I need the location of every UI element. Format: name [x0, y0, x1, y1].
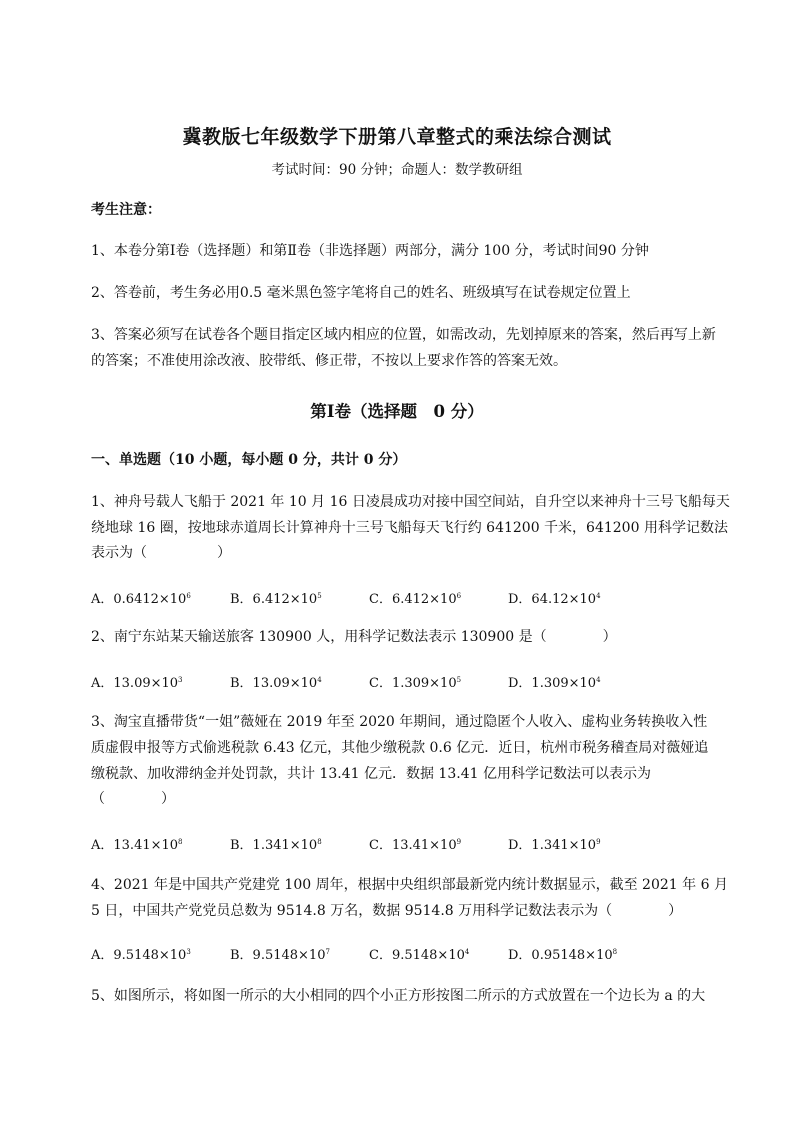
question-1-options [91, 588, 751, 608]
option-d[interactable]: D．$0.95148\times 10^8$ [508, 948, 618, 963]
question-2-text: 2、南宁东站某天输送旅客 130900 人，用科学记数法表示 130900 是（ ） [91, 629, 617, 645]
option-d[interactable]: D．$1.309\times 10^4$ [508, 676, 601, 691]
question-3-options [91, 834, 751, 854]
notice-heading: 考生注意： [91, 202, 161, 218]
option-a[interactable]: A．$0.6412\times 10^6$ [91, 592, 191, 607]
notice-item: 1、本卷分第Ⅰ卷（选择题）和第Ⅱ卷（非选择题）两部分，满分 100 分，考试时间90 分钟 [91, 243, 649, 259]
option-a[interactable]: A．$13.41\times 10^8$ [91, 838, 183, 853]
question-4-text: 5 日，中国共产党党员总数为 9514.8 万名，数据 9514.8 万用科学记数法表示为（ ） [91, 903, 683, 919]
option-a[interactable]: A．$13.09\times 10^3$ [91, 676, 183, 691]
question-3-text: 质虚假申报等方式偷逃税款 6.43 亿元，其他少缴税款 0.6 亿元．近日，杭州市税务稽查局对薇娅追 [91, 740, 709, 756]
section-title: 第Ⅰ卷（选择题 0 分） [310, 402, 484, 421]
question-3-text: 缴税款、加收滞纳金并处罚款，共计 13.41 亿元．数据 13.41 亿用科学记数法可以表示为 [91, 766, 651, 782]
question-1-text: 1、神舟号载人飞船于 2021 年 10 月 16 日凌晨成功对接中国空间站，自升空以来神舟十三号飞船每天 [91, 494, 730, 510]
option-b[interactable]: B．$13.09\times 10^4$ [230, 676, 322, 691]
question-3-text: （ ） [91, 791, 175, 807]
option-b[interactable]: B．$9.5148\times 10^7$ [230, 948, 330, 963]
option-c[interactable]: C．$6.412\times 10^6$ [369, 592, 462, 607]
option-b[interactable]: B．$1.341\times 10^8$ [230, 838, 322, 853]
option-c[interactable]: C．$9.5148\times 10^4$ [369, 948, 470, 963]
question-3-text: 3、淘宝直播带货“一姐”薇娅在 2019 年至 2020 年期间，通过隐匿个人收入、虚构业务转换收入性 [91, 714, 708, 730]
question-1-text: 表示为（ ） [91, 545, 231, 561]
question-5-text: 5、如图所示，将如图一所示的大小相同的四个小正方形按图二所示的方式放置在一个边长为 a 的大 [91, 988, 706, 1004]
question-2-options [91, 672, 751, 692]
notice-item: 3、答案必须写在试卷各个题目指定区域内相应的位置，如需改动，先划掉原来的答案，然后再写上新 [91, 327, 716, 343]
option-c[interactable]: C．$13.41\times 10^9$ [369, 838, 462, 853]
notice-item: 的答案；不准使用涂改液、胶带纸、修正带，不按以上要求作答的答案无效。 [91, 353, 567, 369]
notice-item: 2、答卷前，考生务必用0.5 毫米黑色签字笔将自己的姓名、班级填写在试卷规定位置上 [91, 285, 631, 301]
option-a[interactable]: A．$9.5148\times 10^3$ [91, 948, 191, 963]
option-d[interactable]: D．$1.341\times 10^9$ [508, 838, 601, 853]
question-4-text: 4、2021 年是中国共产党建党 100 周年，根据中央组织部最新党内统计数据显示，截至 2021 年 6 月 [91, 877, 728, 893]
question-1-text: 绕地球 16 圈，按地球赤道周长计算神舟十三号飞船每天飞行约 641200 千米，641200 用科学记数法 [91, 520, 728, 536]
part-heading: 一、单选题（10 小题，每小题 0 分，共计 0 分） [91, 452, 407, 468]
option-b[interactable]: B．$6.412\times 10^5$ [230, 592, 322, 607]
question-4-options [91, 944, 751, 964]
exam-info: 考试时间：90 分钟；命题人：数学教研组 [271, 162, 523, 178]
option-d[interactable]: D．$64.12\times 10^4$ [508, 592, 601, 607]
option-c[interactable]: C．$1.309\times 10^5$ [369, 676, 462, 691]
page-title: 冀教版七年级数学下册第八章整式的乘法综合测试 [182, 126, 612, 148]
